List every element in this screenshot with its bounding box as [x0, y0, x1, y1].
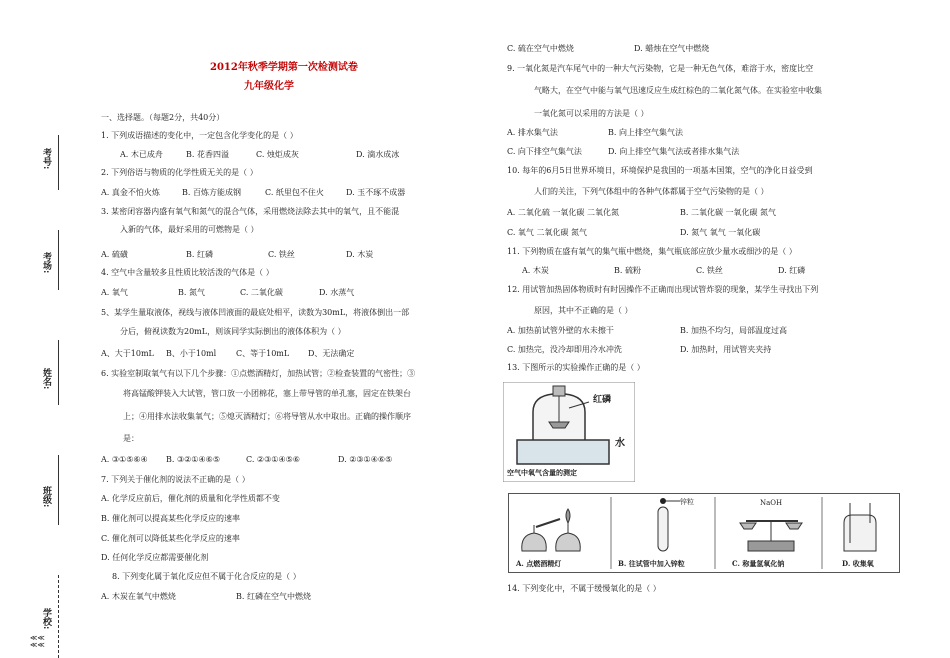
option: B. 氮气	[178, 288, 205, 297]
question-12: 12. 用试管加热固体物质时有时因操作不正确而出现试管炸裂的现象，某学生寻找出下列	[507, 285, 819, 294]
option: D. 加热时，用试管夹夹持	[680, 345, 772, 354]
option: B. 加热不均匀，局部温度过高	[680, 326, 787, 335]
option: A. 二氧化硫 一氧化碳 二氧化氮	[507, 208, 619, 217]
naoh-label: NaOH	[760, 499, 783, 507]
question-12-cont: 原因，其中不正确的是（ ）	[534, 306, 633, 315]
option: C. 烛炬成灰	[256, 150, 299, 159]
section-heading: 一、选择题。（每题2分，共40分）	[101, 113, 225, 122]
option: D. 红磷	[778, 266, 806, 275]
option: B. 花香四溢	[186, 150, 229, 159]
option-d-caption: D. 收集氧	[842, 559, 874, 568]
exam-number-label: 考号:	[41, 148, 51, 170]
option-b-caption: B. 往试管中加入锌粒	[618, 559, 685, 568]
question-5: 5、某学生量取液体，视线与液体凹液面的最底处相平，读数为30mL，将液体倒出一部	[101, 308, 410, 317]
oxygen-experiment-drawing	[503, 382, 635, 482]
question-10-cont: 人们的关注，下列气体组中的各种气体都属于空气污染物的是（ ）	[534, 187, 769, 196]
question-6-cont: 将高锰酸钾装入大试管，管口放一小团棉花，塞上带导管的单孔塞，固定在铁架台	[123, 389, 411, 398]
option: B、小于10ml	[166, 349, 217, 358]
option: C. 加热完，没冷却即用冷水冲洗	[507, 345, 622, 354]
option: B. 催化剂可以提高某些化学反应的速率	[101, 514, 240, 523]
option: C. 氧气 二氧化碳 氮气	[507, 228, 588, 237]
option-a-caption: A. 点燃酒精灯	[516, 559, 562, 568]
option: A、大于10mL	[101, 349, 154, 358]
option: A. 木炭在氧气中燃烧	[101, 592, 176, 601]
question-6-cont: 是：	[123, 434, 139, 443]
option: A. 木炭	[522, 266, 549, 275]
option: D. 木炭	[346, 250, 374, 259]
option: C. 二氧化碳	[240, 288, 283, 297]
option: C. 铁丝	[696, 266, 723, 275]
water-label: 水	[615, 438, 625, 449]
option: A. ③①⑤⑥④	[101, 455, 148, 464]
option: D. 任何化学反应都需要催化剂	[101, 553, 209, 562]
fold-marks: ≪≪ ≪≪	[30, 634, 45, 649]
binding-line	[58, 135, 59, 190]
question-7: 7. 下列关于催化剂的说法不正确的是（ ）	[101, 475, 250, 484]
exam-room-label: 考场:	[41, 252, 51, 274]
option: A. 化学反应前后，催化剂的质量和化学性质都不变	[101, 494, 280, 503]
option: C. 铁丝	[268, 250, 295, 259]
question-6-cont: 上；④用排水法收集氧气；⑤熄灭酒精灯；⑥将导管从水中取出。正确的操作顺序	[123, 412, 411, 421]
figure-caption: 空气中氧气含量的测定	[507, 468, 577, 477]
option: A. 排水集气法	[507, 128, 558, 137]
option: C. 催化剂可以降低某些化学反应的速率	[101, 534, 240, 543]
question-10: 10. 每年的6月5日世界环境日，环境保护是我国的一项基本国策，空气的净化日益受到	[507, 166, 813, 175]
question-9-cont: 气略大，在空气中能与氧气迅速反应生成红棕色的二氧化氮气体。在实验室中收集	[534, 86, 822, 95]
school-label: 学校:	[41, 608, 51, 630]
option: B. ③②①④⑥⑤	[166, 455, 220, 464]
question-4: 4. 空气中含量较多且性质比较活泼的气体是（ ）	[101, 268, 274, 277]
option: C. ②③①④⑤⑥	[246, 455, 300, 464]
option: B. 向上排空气集气法	[608, 128, 683, 137]
option: B. 硫粉	[614, 266, 641, 275]
question-5-cont: 分后，俯视读数为20mL，则该同学实际倒出的液体体积为（ ）	[120, 327, 346, 336]
question-1: 1. 下列成语描述的变化中，一定包含化学变化的是（ ）	[101, 131, 298, 140]
option: A. 木已成舟	[120, 150, 163, 159]
zinc-label: 锌粒	[680, 498, 694, 506]
question-3-cont: 入新的气体，最好采用的可燃物是（ ）	[120, 225, 259, 234]
question-3: 3. 某密闭容器内盛有氧气和氮气的混合气体，采用燃烧法除去其中的氧气，且不能混	[101, 207, 400, 216]
question-14: 14. 下列变化中，不属于缓慢氧化的是（ ）	[507, 584, 661, 593]
option: D. ②③①④⑥⑤	[338, 455, 393, 464]
option: C、等于10mL	[236, 349, 290, 358]
name-label: 姓名:	[41, 368, 51, 390]
binding-line	[58, 340, 59, 405]
class-label: 班级:	[41, 486, 51, 508]
option: B. 红磷在空气中燃烧	[236, 592, 311, 601]
question-9-cont: 一氧化氮可以采用的方法是（ ）	[534, 109, 649, 118]
option: D. 玉不琢不成器	[346, 188, 406, 197]
oxygen-experiment-figure	[503, 382, 635, 482]
option: D、无法确定	[308, 349, 355, 358]
question-9: 9. 一氧化氮是汽车尾气中的一种大气污染物，它是一种无色气体，难溶于水，密度比空	[507, 64, 814, 73]
question-13: 13. 下图所示的实验操作正确的是（ ）	[507, 363, 645, 372]
option: D. 氮气 氧气 一氧化碳	[680, 228, 761, 237]
red-phosphorus-label: 红磷	[593, 395, 612, 405]
option: D. 向上排空气集气法或者排水集气法	[608, 147, 740, 156]
option: A. 氧气	[101, 288, 128, 297]
option: D. 滴水成冰	[356, 150, 400, 159]
option: B. 二氧化碳 一氧化碳 氮气	[680, 208, 777, 217]
exam-subtitle: 九年级化学	[244, 81, 294, 92]
option: A. 硫磺	[101, 250, 128, 259]
option: B. 百炼方能成钢	[182, 188, 241, 197]
binding-line	[58, 230, 59, 290]
option: D. 水蒸气	[319, 288, 355, 297]
option: A. 真金不怕火炼	[101, 188, 160, 197]
question-8: 8. 下列变化属于氧化反应但不属于化合反应的是（ ）	[112, 572, 301, 581]
option: B. 红磷	[186, 250, 213, 259]
option: C. 纸里包不住火	[265, 188, 324, 197]
option-c-caption: C. 称量氢氧化钠	[732, 559, 785, 568]
option: C. 硫在空气中燃烧	[507, 44, 574, 53]
binding-line	[58, 455, 59, 525]
lab-operations-figure	[508, 493, 900, 573]
option: D. 蜡烛在空气中燃烧	[634, 44, 710, 53]
cut-line	[58, 575, 59, 658]
exam-title: 2012年秋季学期第一次检测试卷	[210, 62, 358, 73]
question-6: 6. 实验室制取氧气有以下几个步骤：①点燃酒精灯，加热试管；②检查装置的气密性；③	[101, 369, 416, 378]
question-2: 2. 下列俗语与物质的化学性质无关的是（ ）	[101, 168, 258, 177]
option: A. 加热前试管外壁的水未擦干	[507, 326, 614, 335]
option: C. 向下排空气集气法	[507, 147, 582, 156]
question-11: 11. 下列物质在盛有氧气的集气瓶中燃烧，集气瓶底部应放少量水或细沙的是（ ）	[507, 247, 797, 256]
